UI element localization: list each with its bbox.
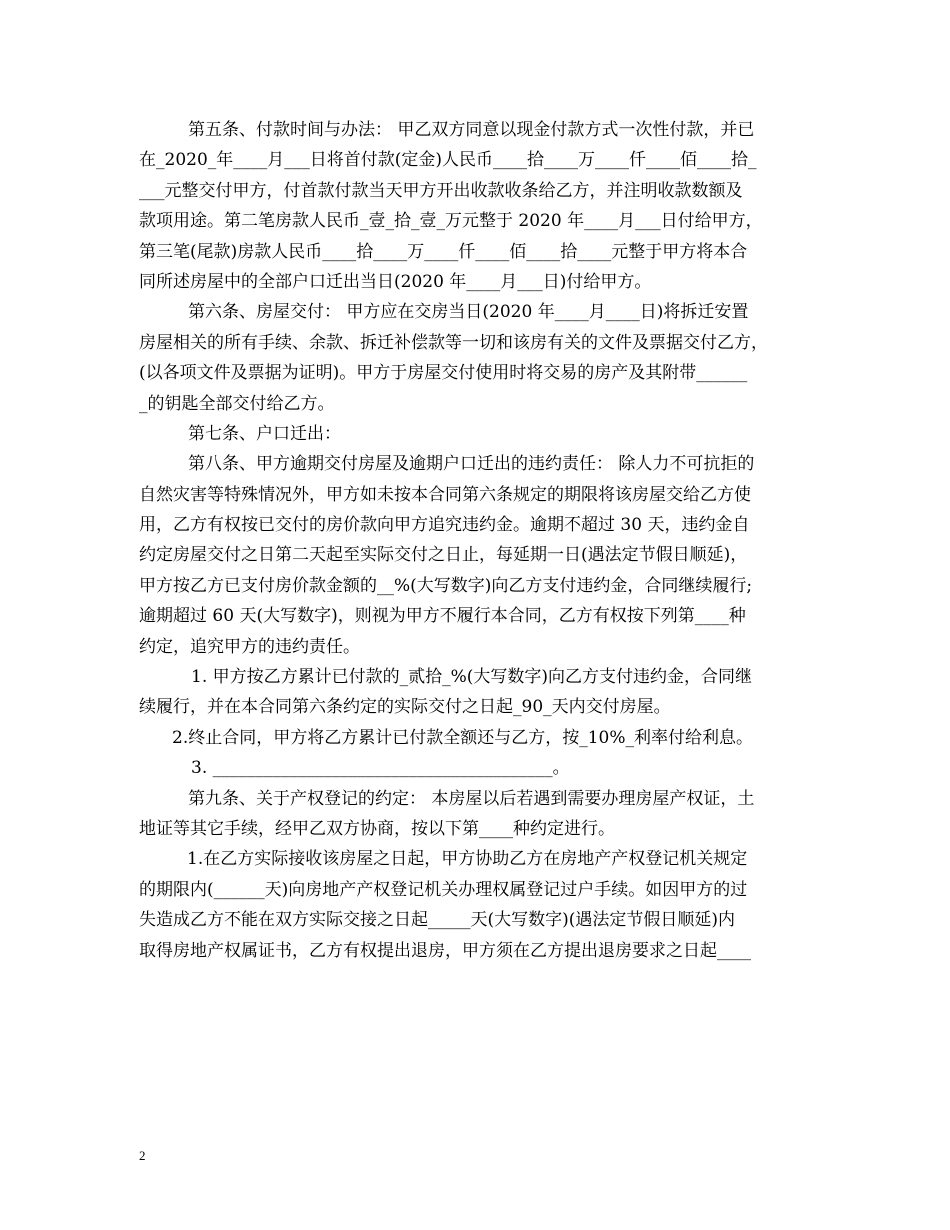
text-line: ___元整交付甲方，付首款付款当天甲方开出收款收条给乙方，并注明收款数额及 <box>139 180 743 201</box>
article-8-breach-liability <box>139 449 814 662</box>
text-line: (以各项文件及票据为证明)。甲方于房屋交付使用时将交易的房产及其附带______ <box>139 363 748 384</box>
text-line: 地证等其它手续，经甲乙双方协商，按以下第____种约定进行。 <box>139 818 615 839</box>
document-body <box>139 115 814 966</box>
text-line: 用，乙方有权按已交付的房价款向甲方追究违约金。逾期不超过 30 天，违约金自 <box>139 515 750 536</box>
page-number: 2 <box>139 1148 146 1163</box>
text-line: 失造成乙方不能在双方实际交接之日起_____天(大写数字)(遇法定节假日顺延)内 <box>139 910 736 931</box>
breach-option-1 <box>139 662 814 723</box>
text-line: 约定房屋交付之日第二天起至实际交付之日止，每延期一日(遇法定节假日顺延)， <box>139 545 748 566</box>
article-7-household-registration <box>139 419 814 449</box>
text-line: 第九条、关于产权登记的约定： 本房屋以后若遇到需要办理房屋产权证，土 <box>188 788 755 809</box>
breach-option-2 <box>139 723 814 753</box>
article-9-title-registration <box>139 784 814 845</box>
text-line: 1. 甲方按乙方累计已付款的_贰拾_%(大写数字)向乙方支付违约金，合同继 <box>191 667 753 688</box>
text-line: 续履行，并在本合同第六条约定的实际交付之日起_90_天内交付房屋。 <box>139 697 671 718</box>
text-line: 约定，追究甲方的违约责任。 <box>139 636 360 657</box>
text-line: 的期限内(______天)向房地产产权登记机关办理权属登记过户手续。如因甲方的过 <box>139 879 748 900</box>
text-line: 第八条、甲方逾期交付房屋及逾期户口迁出的违约责任： 除人力不可抗拒的 <box>188 454 755 475</box>
text-line: 第七条、户口迁出： <box>188 423 341 444</box>
text-line: 逾期超过 60 天(大写数字)，则视为甲方不履行本合同，乙方有权按下列第____种 <box>139 606 746 627</box>
text-line: 同所述房屋中的全部户口迁出当日(2020 年____月___日)付给甲方。 <box>139 271 652 292</box>
text-line: 第三笔(尾款)房款人民币____拾____万____仟____佰____拾____元整于甲方将本合 <box>139 241 748 262</box>
breach-option-3 <box>139 753 814 783</box>
text-line: 在_2020_年____月___日将首付款(定金)人民币____拾____万____仟____佰____拾_ <box>139 150 757 171</box>
text-line: 1.在乙方实际接收该房屋之日起，甲方协助乙方在房地产产权登记机关规定 <box>187 849 748 870</box>
registration-option-1 <box>139 844 814 966</box>
text-line: 甲方按乙方已支付房价款金额的__%(大写数字)向乙方支付违约金，合同继续履行; <box>139 575 753 596</box>
text-line: _的钥匙全部交付给乙方。 <box>139 393 335 414</box>
article-6-delivery <box>139 297 814 419</box>
text-line: 款项用途。第二笔房款人民币_壹_拾_壹_万元整于 2020 年____月___日付给甲方， <box>139 211 763 232</box>
article-5-payment <box>139 115 814 297</box>
text-line: 房屋相关的所有手续、余款、拆迁补偿款等一切和该房有关的文件及票据交付乙方， <box>139 332 768 353</box>
text-line: 取得房地产权属证书，乙方有权提出退房，甲方须在乙方提出退房要求之日起____ <box>139 940 751 961</box>
text-line: 3. ________________________________________。 <box>191 758 570 779</box>
text-line: 2.终止合同，甲方将乙方累计已付款全额还与乙方，按_10%_利率付给利息。 <box>172 727 754 748</box>
text-line: 第六条、房屋交付： 甲方应在交房当日(2020 年____月____日)将拆迁安置 <box>188 302 749 323</box>
text-line: 第五条、付款时间与办法： 甲乙双方同意以现金付款方式一次性付款，并已 <box>188 120 755 140</box>
text-line: 自然灾害等特殊情况外，甲方如未按本合同第六条规定的期限将该房屋交给乙方使 <box>139 484 751 505</box>
